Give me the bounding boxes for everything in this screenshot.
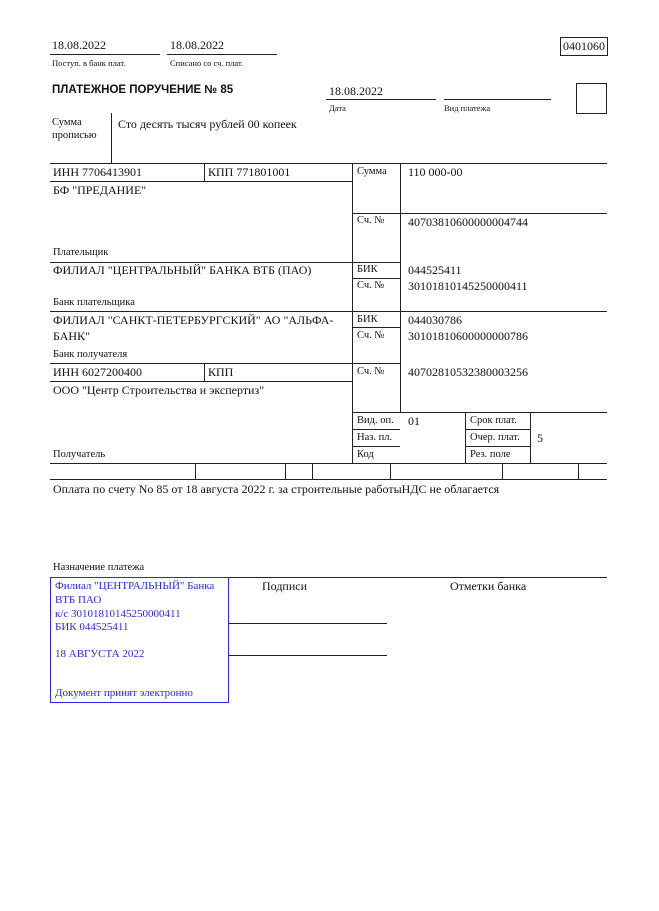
amount-words-label: прописью [52,130,97,141]
debited-label: Списано со сч. плат. [170,58,244,68]
account-label: Сч. № [357,280,385,291]
status-box [576,83,607,114]
op-type-label: Вид. оп. [357,415,394,426]
payee-bank-name: ФИЛИАЛ "САНКТ-ПЕТЕРБУРГСКИЙ" АО "АЛЬФА- [53,313,334,327]
op-type: 01 [408,414,420,428]
payer-kpp: КПП 771801001 [208,165,291,179]
date-label: Дата [329,103,346,113]
bank-stamp [50,577,229,703]
account-label: Сч. № [357,215,385,226]
bank-marks-label: Отметки банка [450,579,527,593]
divider [167,54,277,55]
term-label: Срок плат. [470,415,517,426]
payee-name: ООО "Центр Строительства и экспертиз" [53,383,265,397]
reserve-label: Рез. поле [470,449,511,460]
payee-label: Получатель [53,449,106,460]
payment-purpose: Оплата по счету No 85 от 18 августа 2022 г. за строительные работыНДС не облагается [53,482,500,496]
account-label: Сч. № [357,366,385,377]
payer-bank-bik: 044525411 [408,263,462,277]
page-title: ПЛАТЕЖНОЕ ПОРУЧЕНИЕ № 85 [52,84,234,96]
payer-name: БФ "ПРЕДАНИЕ" [53,183,147,197]
stamp-line: Филиал "ЦЕНТРАЛЬНЫЙ" Банка [55,580,215,592]
form-code: 0401060 [560,37,608,56]
payer-label: Плательщик [53,247,109,258]
amount: 110 000-00 [408,165,463,179]
stamp-date: 18 АВГУСТА 2022 [55,648,145,660]
payer-bank-label: Банк плательщика [53,297,135,308]
payee-inn: ИНН 6027200400 [53,365,142,379]
bik-label: БИК [357,264,378,275]
stamp-line: к/с 30101810145250000411 [55,608,181,620]
order-date: 18.08.2022 [329,84,383,98]
payer-inn: ИНН 7706413901 [53,165,142,179]
signatures-label: Подписи [262,579,308,593]
signature-line [228,655,387,656]
stamp-line: Документ принят электронно [55,687,193,699]
code-label: Код [357,449,374,460]
payment-type-label: Вид платежа [444,103,491,113]
divider [326,99,436,100]
payer-bank-account: 30101810145250000411 [408,279,528,293]
payee-bank-name: БАНК" [53,329,90,343]
priority: 5 [537,431,543,445]
priority-label: Очер. плат. [470,432,520,443]
purpose-label: Назначение платежа [53,562,145,573]
payee-bank-account: 30101810600000000786 [408,329,528,343]
payee-bank-label: Банк получателя [53,349,128,360]
received-label: Поступ. в банк плат. [52,58,126,68]
divider [444,99,551,100]
payer-bank-name: ФИЛИАЛ "ЦЕНТРАЛЬНЫЙ" БАНКА ВТБ (ПАО) [53,263,312,277]
payer-account: 40703810600000004744 [408,215,528,229]
account-label: Сч. № [357,330,385,341]
payee-bank-bik: 044030786 [408,313,462,327]
divider [50,54,160,55]
amount-label: Сумма [357,166,387,177]
bik-label: БИК [357,314,378,325]
debited-date: 18.08.2022 [170,38,224,52]
divider [111,113,112,163]
stamp-line: ВТБ ПАО [55,594,102,606]
amount-words: Сто десять тысяч рублей 00 копеек [118,117,297,131]
purpose-code-label: Наз. пл. [357,432,393,443]
received-date: 18.08.2022 [52,38,106,52]
signature-line [228,623,387,624]
payee-account: 40702810532380003256 [408,365,528,379]
payee-kpp: КПП [208,365,234,379]
amount-words-label: Сумма [52,117,82,128]
stamp-line: БИК 044525411 [55,621,129,633]
